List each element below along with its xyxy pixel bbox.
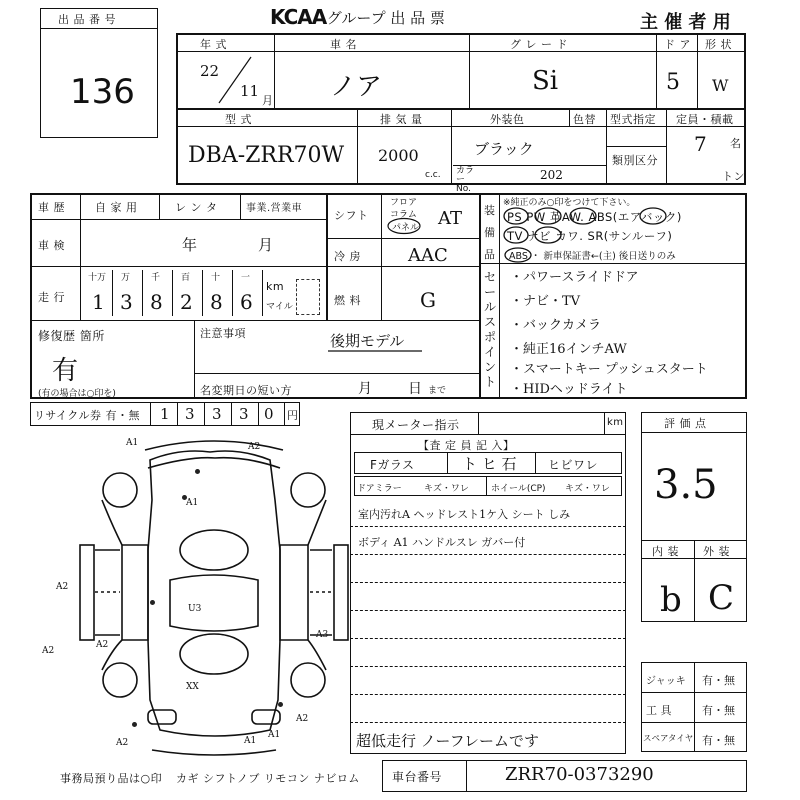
grade-value: Si xyxy=(532,66,559,96)
equipment-line-3: ABS ・ 新車保証書←(主) 後日送りのみ xyxy=(509,251,676,262)
sales-point-5: ・スマートキー プッシュスタート xyxy=(510,362,708,377)
sales-point-1: ・パワースライドドア xyxy=(510,270,639,285)
diagram-label-a2-rear-left: A2 xyxy=(116,738,129,748)
equipment-label: 装備品 xyxy=(484,204,495,261)
office-note: 事務局預り品は○印 xyxy=(60,772,163,785)
color-change-label: 色替 xyxy=(573,113,596,126)
crack-label: ヒビワレ xyxy=(548,458,599,472)
notice-underline xyxy=(326,348,426,354)
inspection-note-2: ボディ A1 ハンドルスレ ガバー付 xyxy=(358,536,526,549)
body-shape-value: W xyxy=(712,76,729,95)
color-no-label: カラー No. xyxy=(456,166,475,194)
history-option-commercial[interactable]: 事業.営業車 xyxy=(246,203,303,214)
damage-mark-4 xyxy=(278,702,283,707)
fuel-value: G xyxy=(420,288,436,312)
lot-number: 136 xyxy=(70,72,135,112)
recycle-unit: 円 xyxy=(287,409,299,422)
equipment-line-2: TV ナビ カワ. SR(サンルーフ) xyxy=(507,229,673,243)
inspector-label: 【査 定 員 記 入】 xyxy=(418,439,515,452)
wheel-label: ホイール(CP) xyxy=(491,484,546,494)
month-value: 11 xyxy=(240,82,260,100)
inspection-year-unit: 年 xyxy=(182,236,198,254)
mileage-digit-1: 1 xyxy=(92,290,105,314)
office-items: カギ シフトノブ リモコン ナビロム xyxy=(176,772,360,785)
damage-mark-1 xyxy=(195,469,200,474)
mileage-digit-5: 8 xyxy=(210,290,223,314)
color-name-value: ブラック xyxy=(474,140,534,158)
ac-label: 冷 房 xyxy=(334,250,361,263)
shift-option-panel[interactable]: パネル xyxy=(392,223,420,233)
capacity-label: 定員・積載 xyxy=(676,113,734,126)
diagram-label-a1-rear-right: A1 xyxy=(268,730,281,740)
digit-unit-100k: 十万 xyxy=(88,273,107,283)
sales-point-label: セールスポイント xyxy=(483,270,496,389)
exterior-grade: C xyxy=(708,578,735,618)
capacity-value: 7 xyxy=(694,132,707,156)
mileage-label: 走 行 xyxy=(38,291,65,304)
shift-value: AT xyxy=(438,208,463,229)
grade-label: グ レ ー ド xyxy=(510,38,568,51)
cc-label: c.c. xyxy=(425,170,441,180)
rating-score: 3.5 xyxy=(654,462,718,508)
expiry-label: 名変期日の短い方 xyxy=(200,384,292,397)
recycle-digit-1: 1 xyxy=(160,405,170,423)
car-name-label: 車 名 xyxy=(330,38,357,51)
digit-unit-100: 百 xyxy=(181,273,191,283)
recycle-digit-3: 3 xyxy=(212,405,222,423)
fuel-label: 燃 料 xyxy=(334,294,361,307)
wheel-value: キズ・ワレ xyxy=(565,484,610,494)
exterior-label: 外 装 xyxy=(703,545,730,558)
history-option-rental[interactable]: レ ン タ xyxy=(175,201,218,214)
digit-unit-10: 十 xyxy=(211,273,221,283)
month-unit: 月 xyxy=(262,94,274,107)
interior-label: 内 装 xyxy=(652,545,679,558)
recycle-digit-2: 3 xyxy=(185,405,195,423)
diagram-label-a2-front: A2 xyxy=(248,442,261,452)
inspection-note-1: 室内汚れA ヘッドレスト1ケ入 シート しみ xyxy=(358,508,571,521)
equipment-circles xyxy=(503,205,683,265)
inspection-footer-note: 超低走行 ノーフレームです xyxy=(356,732,539,750)
rating-label: 評 価 点 xyxy=(664,417,707,430)
doors-value: 5 xyxy=(666,70,680,95)
tools-label: 工 具 xyxy=(646,704,672,717)
sales-point-4: ・純正16インチAW xyxy=(510,342,627,357)
year-label: 年 式 xyxy=(200,38,227,51)
displacement-value: 2000 xyxy=(378,146,419,165)
mirror-label: ドアミラー xyxy=(357,484,402,494)
interior-grade: b xyxy=(660,580,682,620)
diagram-label-a2-rear-right: A2 xyxy=(296,714,309,724)
meter-km-label: km xyxy=(607,417,624,428)
glass-label: Fガラス xyxy=(370,458,415,472)
meter-label: 現メーター指示 xyxy=(372,418,460,432)
damage-mark-3 xyxy=(150,600,155,605)
vehicle-damage-diagram xyxy=(40,430,350,760)
diagram-label-a2-left: A2 xyxy=(56,582,69,592)
diagram-label-a2-side: A2 xyxy=(96,640,109,650)
inspection-month-unit: 月 xyxy=(258,236,274,254)
diagram-label-a1-hood: A1 xyxy=(186,498,199,508)
ac-value: AAC xyxy=(408,245,448,266)
digit-unit-1k: 千 xyxy=(151,273,161,283)
mileage-digit-6: 6 xyxy=(240,290,253,314)
load-unit: トン xyxy=(722,170,745,183)
glass-value: ト ヒ 石 xyxy=(462,455,517,473)
recycle-digit-5: 0 xyxy=(264,405,274,423)
body-type-label: 形 状 xyxy=(705,38,732,51)
equipment-line-1: PS PW 革AW. ABS(エアバック) xyxy=(507,210,682,224)
history-option-private[interactable]: 自 家 用 xyxy=(95,201,138,214)
mile-label: マイル xyxy=(266,302,293,312)
color-no-value: 202 xyxy=(540,168,563,182)
expiry-day: 日 xyxy=(408,381,423,397)
shift-option-column[interactable]: コラム xyxy=(390,210,417,220)
spare-tire-value[interactable]: 有・無 xyxy=(702,734,735,747)
model-value: DBA-ZRR70W xyxy=(188,143,345,168)
sales-point-2: ・ナビ・TV xyxy=(510,294,581,309)
model-label: 型 式 xyxy=(225,113,252,126)
recycle-label: リサイクル券 有・無 xyxy=(34,409,140,422)
expiry-month: 月 xyxy=(358,381,373,397)
shift-label: シフト xyxy=(334,209,369,222)
repair-history-label: 修復歴 箇所 xyxy=(38,329,105,343)
diagram-label-a2-left-rear: A2 xyxy=(42,646,55,656)
notice-label: 注意事項 xyxy=(200,327,246,340)
spare-tire-label: スペアタイヤ xyxy=(643,734,694,744)
mileage-digit-2: 3 xyxy=(120,290,133,314)
displacement-label: 排 気 量 xyxy=(380,113,423,126)
km-label: km xyxy=(266,280,285,293)
damage-mark-5 xyxy=(132,722,137,727)
repair-history-value: 有 xyxy=(52,356,79,386)
car-name-value: ノア xyxy=(330,72,383,102)
repair-history-note: (有の場合は○印を) xyxy=(38,389,116,399)
shift-option-floor[interactable]: フロア xyxy=(390,198,418,208)
equipment-note: ※純正のみ○印をつけて下さい。 xyxy=(503,198,636,208)
diagram-label-xx: XX xyxy=(186,682,199,692)
recycle-digit-4: 3 xyxy=(239,405,249,423)
lot-number-label: 出 品 番 号 xyxy=(58,13,116,26)
mirror-value: キズ・ワレ xyxy=(424,484,469,494)
year-value: 22 xyxy=(200,62,220,80)
capacity-unit: 名 xyxy=(730,137,742,150)
diagram-label-u3: U3 xyxy=(188,604,202,614)
form-title: .グループ 出 品 票 xyxy=(322,9,445,27)
tools-value[interactable]: 有・無 xyxy=(702,704,735,717)
sponsor-label: 主 催 者 用 xyxy=(640,12,731,33)
color-label: 外装色 xyxy=(490,113,525,126)
diagram-label-a1-rear: A1 xyxy=(244,736,257,746)
sales-point-3: ・バックカメラ xyxy=(510,318,602,333)
chassis-number-label: 車台番号 xyxy=(392,770,443,784)
history-label: 車 歴 xyxy=(38,201,65,214)
diagram-label-a1-front: A1 xyxy=(126,438,139,448)
mileage-digit-4: 2 xyxy=(180,290,193,314)
inspection-label: 車 検 xyxy=(38,239,65,252)
digit-unit-1: 一 xyxy=(241,273,251,283)
brand-logo: KCAA xyxy=(270,5,327,29)
expiry-suffix: まで xyxy=(428,386,447,396)
shift-panel-circle xyxy=(386,217,422,235)
mile-checkbox[interactable] xyxy=(296,279,320,315)
doors-label: ド ア xyxy=(664,38,691,51)
notice-value: 後期モデル xyxy=(330,332,405,350)
type-designation-label: 型式指定 xyxy=(610,113,656,126)
jack-value[interactable]: 有・無 xyxy=(702,674,735,687)
mileage-digit-3: 8 xyxy=(150,290,163,314)
diagram-label-a3: A3 xyxy=(316,630,329,640)
chassis-number: ZRR70-0373290 xyxy=(505,764,654,785)
digit-unit-10k: 万 xyxy=(121,273,131,283)
category-label: 類別区分 xyxy=(612,154,658,167)
jack-label: ジャッキ xyxy=(646,676,686,687)
sales-point-6: ・HIDヘッドライト xyxy=(510,382,628,397)
